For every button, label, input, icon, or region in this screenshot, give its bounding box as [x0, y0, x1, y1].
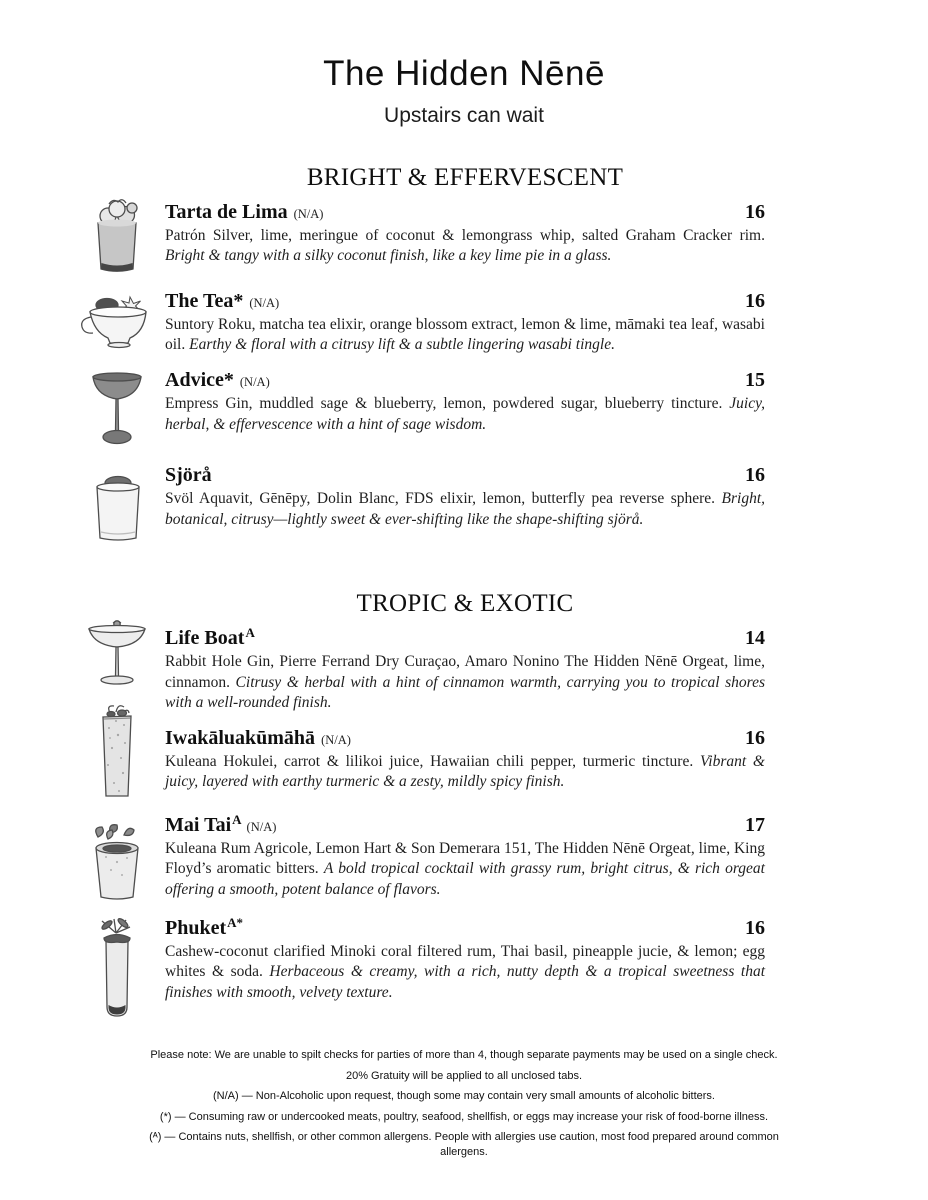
tasting-note: Citrusy & herbal with a hint of cinnamon warmth, carrying you to tropical shores with a well-rounded finish. [165, 673, 765, 712]
drink-name: Mai Tai [165, 813, 232, 836]
drink-price: 16 [745, 726, 765, 749]
drink-illustration [68, 290, 165, 356]
mai-tai-cup-mint-icon [84, 820, 150, 904]
menu-item-header [165, 464, 765, 487]
drink-illustration [68, 917, 165, 1023]
allergen-superscript: A* [227, 914, 244, 930]
drink-description [165, 942, 765, 1004]
drink-name: Tarta de Lima [165, 200, 288, 223]
drink-name: Phuket [165, 916, 227, 939]
drink-illustration [68, 703, 165, 801]
drink-description [165, 394, 765, 435]
drink-illustration [68, 369, 165, 451]
footer-note-non-alcoholic: (N/A) — Non-Alcoholic upon request, though some may contain very small amounts of alcoholic bitters. [213, 1090, 715, 1103]
menu-item-body [165, 369, 765, 451]
menu-item-header [165, 369, 765, 392]
ingredients-text: Empress Gin, muddled sage & blueberry, lemon, powdered sugar, blueberry tincture. [165, 394, 723, 412]
ingredients-text: Kuleana Rum Agricole, Lemon Hart & Son Demerara 151, The Hidden Nēnē Orgeat, lime, King Floyd’s aromatic bitters. [165, 839, 765, 878]
drink-description [165, 489, 765, 530]
menu-item-life-boat [68, 624, 765, 714]
ingredients-text: Svöl Aquavit, Gēnēpy, Dolin Blanc, FDS elixir, lemon, butterfly pea reverse sphere. [165, 489, 716, 507]
drink-illustration [68, 619, 165, 714]
menu-item-the-tea [68, 290, 765, 356]
ingredients-text: Rabbit Hole Gin, Pierre Ferrand Dry Curaçao, Amaro Nonino The Hidden Nēnē Orgeat, lime, cinnamon. [165, 652, 765, 691]
menu-item-advice [68, 369, 765, 451]
menu-item-sjora [68, 464, 765, 544]
ingredients-text: Patrón Silver, lime, meringue of coconut & lemongrass whip, salted Graham Cracker rim. [165, 226, 765, 244]
tasting-note: Herbaceous & creamy, with a rich, nutty depth & a tropical sweetness that finishes with smooth, velvety texture. [165, 963, 766, 1002]
menu-item-body [165, 914, 766, 1023]
menu-item-header [165, 811, 765, 837]
page-subtitle: Upstairs can wait [384, 103, 544, 127]
menu-item-header [165, 727, 765, 750]
tasting-note: Juicy, herbal, & effervescence with a hint of sage wisdom. [165, 394, 766, 433]
drink-description [165, 315, 765, 356]
rocks-glass-sphere-icon [88, 474, 146, 544]
non-alcoholic-tag: (N/A) [249, 295, 280, 310]
menu-item-body [165, 727, 765, 801]
drink-price: 16 [745, 200, 765, 223]
drink-name: Life Boat [165, 626, 245, 649]
section-heading: TROPIC & EXOTIC [356, 589, 574, 617]
menu-item-header [165, 290, 765, 313]
section-tropic-exotic [68, 590, 765, 1023]
menu-item-body [165, 201, 765, 277]
drink-price: 17 [745, 813, 765, 836]
drink-name: The Tea* [165, 289, 244, 312]
non-alcoholic-tag: (N/A) [239, 374, 270, 389]
menu-item-body [165, 811, 765, 904]
dark-coupe-glass-icon [89, 369, 145, 451]
teacup-icon [78, 290, 156, 352]
menu-item-header [165, 624, 765, 650]
drink-price: 16 [745, 289, 765, 312]
tasting-note: Bright & tangy with a silky coconut finish, like a key lime pie in a glass. [165, 247, 612, 265]
tasting-note: Bright, botanical, citrusy—lightly sweet & ever-shifting like the shape-shifting sjörå. [165, 489, 766, 528]
tasting-note: Earthy & floral with a citrusy lift & a subtle lingering wasabi tingle. [189, 336, 615, 354]
drink-name: Advice* [165, 368, 234, 391]
allergen-superscript: A [232, 811, 242, 827]
menu-item-body [165, 624, 765, 714]
drink-description [165, 652, 765, 714]
drink-illustration [68, 474, 165, 544]
menu-item-phuket [68, 914, 766, 1023]
non-alcoholic-tag: (N/A) [246, 819, 277, 834]
menu-item-header [165, 914, 765, 940]
drink-name: Iwakāluakūmāhā [165, 726, 316, 749]
footer-note-raw-food-warning: (*) — Consuming raw or undercooked meats, poultry, seafood, shellfish, or eggs may increase your risk of food-borne illness. [159, 1110, 769, 1123]
drink-price: 16 [745, 463, 765, 486]
menu-item-body [165, 290, 765, 356]
tasting-note: Vibrant & juicy, layered with earthy turmeric & a zesty, mildly spicy finish. [165, 752, 765, 791]
collins-glass-icon [94, 703, 140, 801]
footer-note-allergens: (ᴬ) — Contains nuts, shellfish, or other common allergens. People with allergies use caution, most food prepared around common allergens. [149, 1131, 779, 1158]
drink-price: 16 [745, 916, 765, 939]
footer-note-split-checks: Please note: We are unable to spilt checks for parties of more than 4, though separate payments may be used on a single check. [150, 1049, 778, 1061]
menu-footer-notes [134, 1048, 794, 1165]
ingredients-text: Kuleana Hokulei, carrot & lilikoi juice, Hawaiian chili pepper, turmeric tincture. [165, 752, 694, 770]
section-bright-effervescent [68, 164, 765, 544]
tall-chimney-glass-icon [96, 917, 138, 1023]
menu-item-tarta-de-lima [68, 201, 765, 277]
drink-description [165, 226, 765, 267]
ingredients-text: Suntory Roku, matcha tea elixir, orange blossom extract, lemon & lime, māmaki tea leaf, wasabi oil. [165, 315, 765, 354]
allergen-superscript: A [245, 624, 255, 640]
menu-item-mai-tai [68, 811, 765, 904]
coupe-glass-garnish-icon [86, 619, 148, 691]
footer-note-gratuity: 20% Gratuity will be applied to all unclosed tabs. [345, 1069, 583, 1082]
menu-header [0, 0, 928, 128]
drink-illustration [68, 820, 165, 904]
section-heading: BRIGHT & EFFERVESCENT [306, 163, 624, 191]
whipped-meringue-glass-icon [85, 197, 149, 277]
drink-price: 14 [745, 626, 765, 649]
non-alcoholic-tag: (N/A) [321, 732, 351, 747]
drink-description [165, 839, 765, 901]
ingredients-text: Cashew-coconut clarified Minoki coral filtered rum, Thai basil, pineapple jucie, & lemon; egg whites & soda. [165, 942, 765, 981]
menu-item-header [165, 201, 765, 224]
menu-content [68, 164, 765, 1023]
menu-item-iwakaluakumaha [68, 727, 765, 801]
non-alcoholic-tag: (N/A) [293, 206, 324, 221]
tasting-note: A bold tropical cocktail with grassy rum, bright citrus, & rich orgeat offering a smooth, potent balance of flavors. [165, 860, 765, 899]
drink-illustration [68, 197, 165, 277]
drink-description [165, 752, 765, 793]
page-title: The Hidden Nēnē [323, 54, 605, 93]
drink-name: Sjörå [165, 463, 212, 486]
menu-item-body [165, 464, 765, 544]
drink-price: 15 [745, 368, 765, 391]
